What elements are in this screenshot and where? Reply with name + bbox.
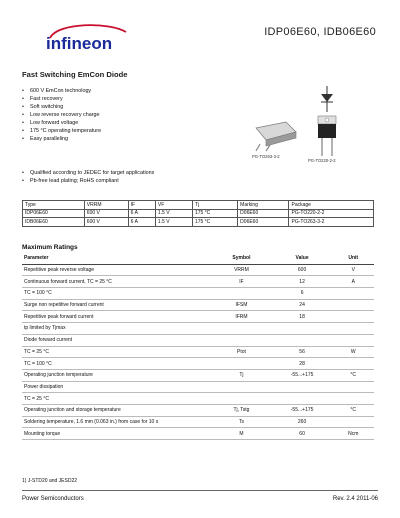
table-cell: A (332, 276, 374, 288)
table-row (22, 311, 374, 323)
table-cell (272, 393, 333, 405)
table-header-row (22, 253, 374, 264)
footer-revision: Rev. 2.4 2011-06 (332, 496, 378, 502)
feature-item: • 175 °C operating temperature (22, 128, 102, 134)
table-cell: PG-TO220-2-2 (289, 209, 374, 218)
table-cell: Power dissipation (22, 381, 211, 393)
table-cell: 6 A (128, 209, 155, 218)
table-cell (272, 334, 333, 346)
table-cell: 12 (272, 276, 333, 288)
table-cell: TC = 25 °C (22, 393, 211, 405)
table-cell (211, 334, 271, 346)
feature-item: • Low forward voltage (22, 120, 79, 126)
table-cell (332, 358, 374, 370)
table-row (22, 428, 374, 440)
table-cell: 600 V (84, 218, 128, 227)
table-cell (272, 381, 333, 393)
table-cell: 175 °C (192, 209, 237, 218)
table-row (22, 369, 374, 381)
table-cell: M (211, 428, 271, 440)
table-cell: D06E60 (238, 218, 289, 227)
column-header: Symbol (211, 253, 271, 264)
table-cell: °C (332, 369, 374, 381)
table-cell (211, 288, 271, 300)
table-cell: IDP06E60 (23, 209, 85, 218)
table-row (22, 358, 374, 370)
table-cell: 600 V (84, 209, 128, 218)
table-cell: Ts (211, 416, 271, 428)
table-cell: Ptot (211, 346, 271, 358)
table-row (22, 264, 374, 276)
table-cell: Continuous forward current, TC = 25 °C (22, 276, 211, 288)
table-cell: 260 (272, 416, 333, 428)
footer-divider (22, 490, 378, 491)
table-row (22, 346, 374, 358)
feature-item: • Soft switching (22, 104, 64, 110)
part-number: IDP06E60, IDB06E60 (264, 26, 376, 38)
column-header: Value (272, 253, 333, 264)
table-row (22, 381, 374, 393)
table-cell: 56 (272, 346, 333, 358)
table-cell: PG-TO263-3-2 (289, 218, 374, 227)
feature-list-2 (22, 170, 154, 185)
feature-item: • Pb-free lead plating; RoHS compliant (22, 178, 119, 184)
table-cell: -55...+175 (272, 404, 333, 416)
footer-company: Power Semiconductors (22, 496, 84, 502)
table-cell: Soldering temperature, 1.6 mm (0.063 in.) from case for 10 s (22, 416, 211, 428)
table-cell: Tj (211, 369, 271, 381)
table-row (22, 393, 374, 405)
table-cell (272, 323, 333, 335)
table-cell (332, 299, 374, 311)
feature-item: • Easy paralleling (22, 136, 69, 142)
maximum-ratings-table (22, 253, 374, 440)
table-cell: Ncm (332, 428, 374, 440)
column-header: IF (128, 201, 155, 210)
table-header-row (23, 201, 374, 210)
table-cell (211, 358, 271, 370)
column-header: VF (155, 201, 192, 210)
table-cell: TC = 100 °C (22, 288, 211, 300)
table-row (22, 323, 374, 335)
table-row (22, 334, 374, 346)
table-cell (332, 288, 374, 300)
table-cell: -55...+175 (272, 369, 333, 381)
section-title: Maximum Ratings (22, 244, 78, 251)
column-header: Unit (332, 253, 374, 264)
table-cell: 18 (272, 311, 333, 323)
table-row (22, 299, 374, 311)
package-label: PG-TO263-3-2 (252, 154, 280, 159)
table-cell: D06E60 (238, 209, 289, 218)
table-cell (332, 416, 374, 428)
table-cell (211, 323, 271, 335)
package-label: PG-TO220-2-2 (308, 158, 336, 163)
table-cell (332, 393, 374, 405)
table-cell: Mounting torque (22, 428, 211, 440)
table-row (22, 288, 374, 300)
column-header: Package (289, 201, 374, 210)
logo-wordmark: infineon (46, 34, 113, 53)
table-cell (211, 381, 271, 393)
table-cell: Surge non repetitive forward current (22, 299, 211, 311)
table-cell: VRRM (211, 264, 271, 276)
table-cell: Operating junction and storage temperature (22, 404, 211, 416)
table-cell: IDB06E60 (23, 218, 85, 227)
table-cell (211, 393, 271, 405)
table-cell: TC = 25 °C (22, 346, 211, 358)
feature-list (22, 88, 101, 143)
table-cell: 6 A (128, 218, 155, 227)
package-image-to263 (252, 118, 300, 157)
package-image-to220 (312, 114, 342, 163)
table-row (22, 416, 374, 428)
table-cell: 600 (272, 264, 333, 276)
feature-item: • Low reverse recovery charge (22, 112, 100, 118)
table-cell: IFSM (211, 299, 271, 311)
table-cell (332, 311, 374, 323)
table-row (22, 276, 374, 288)
table-cell: 28 (272, 358, 333, 370)
table-cell: 60 (272, 428, 333, 440)
footnote: 1) J-STD20 and JESD22 (22, 478, 78, 484)
ordering-table (22, 200, 374, 227)
table-cell: IF (211, 276, 271, 288)
table-cell: 24 (272, 299, 333, 311)
table-cell: V (332, 264, 374, 276)
table-cell: 1.5 V (155, 218, 192, 227)
table-cell: 175 °C (192, 218, 237, 227)
table-cell: °C (332, 404, 374, 416)
table-cell: Diode forward current (22, 334, 211, 346)
feature-item: • Qualified according to JEDEC for target applications (22, 170, 155, 176)
table-cell: Tj, Tstg (211, 404, 271, 416)
table-cell: tp limited by Tjmax (22, 323, 211, 335)
table-cell: 1.5 V (155, 209, 192, 218)
column-header: VRRM (84, 201, 128, 210)
table-row (23, 218, 374, 227)
table-cell: IFRM (211, 311, 271, 323)
table-cell (332, 381, 374, 393)
table-cell: Repetitive peak reverse voltage (22, 264, 211, 276)
column-header: Marking (238, 201, 289, 210)
infineon-logo (40, 24, 132, 54)
column-header: Parameter (22, 253, 211, 264)
table-cell: TC = 100 °C (22, 358, 211, 370)
feature-item: • Fast recovery (22, 96, 63, 102)
table-cell (332, 334, 374, 346)
document-subtitle: Fast Switching EmCon Diode (22, 70, 128, 79)
table-cell: 6 (272, 288, 333, 300)
table-cell: Repetitive peak forward current (22, 311, 211, 323)
column-header: Type (23, 201, 85, 210)
table-row (23, 209, 374, 218)
feature-item: • 600 V EmCon technology (22, 88, 92, 94)
table-cell: Operating junction temperature (22, 369, 211, 381)
table-cell (332, 323, 374, 335)
diode-symbol-icon (316, 86, 338, 117)
table-row (22, 404, 374, 416)
column-header: Tj (192, 201, 237, 210)
table-cell: W (332, 346, 374, 358)
